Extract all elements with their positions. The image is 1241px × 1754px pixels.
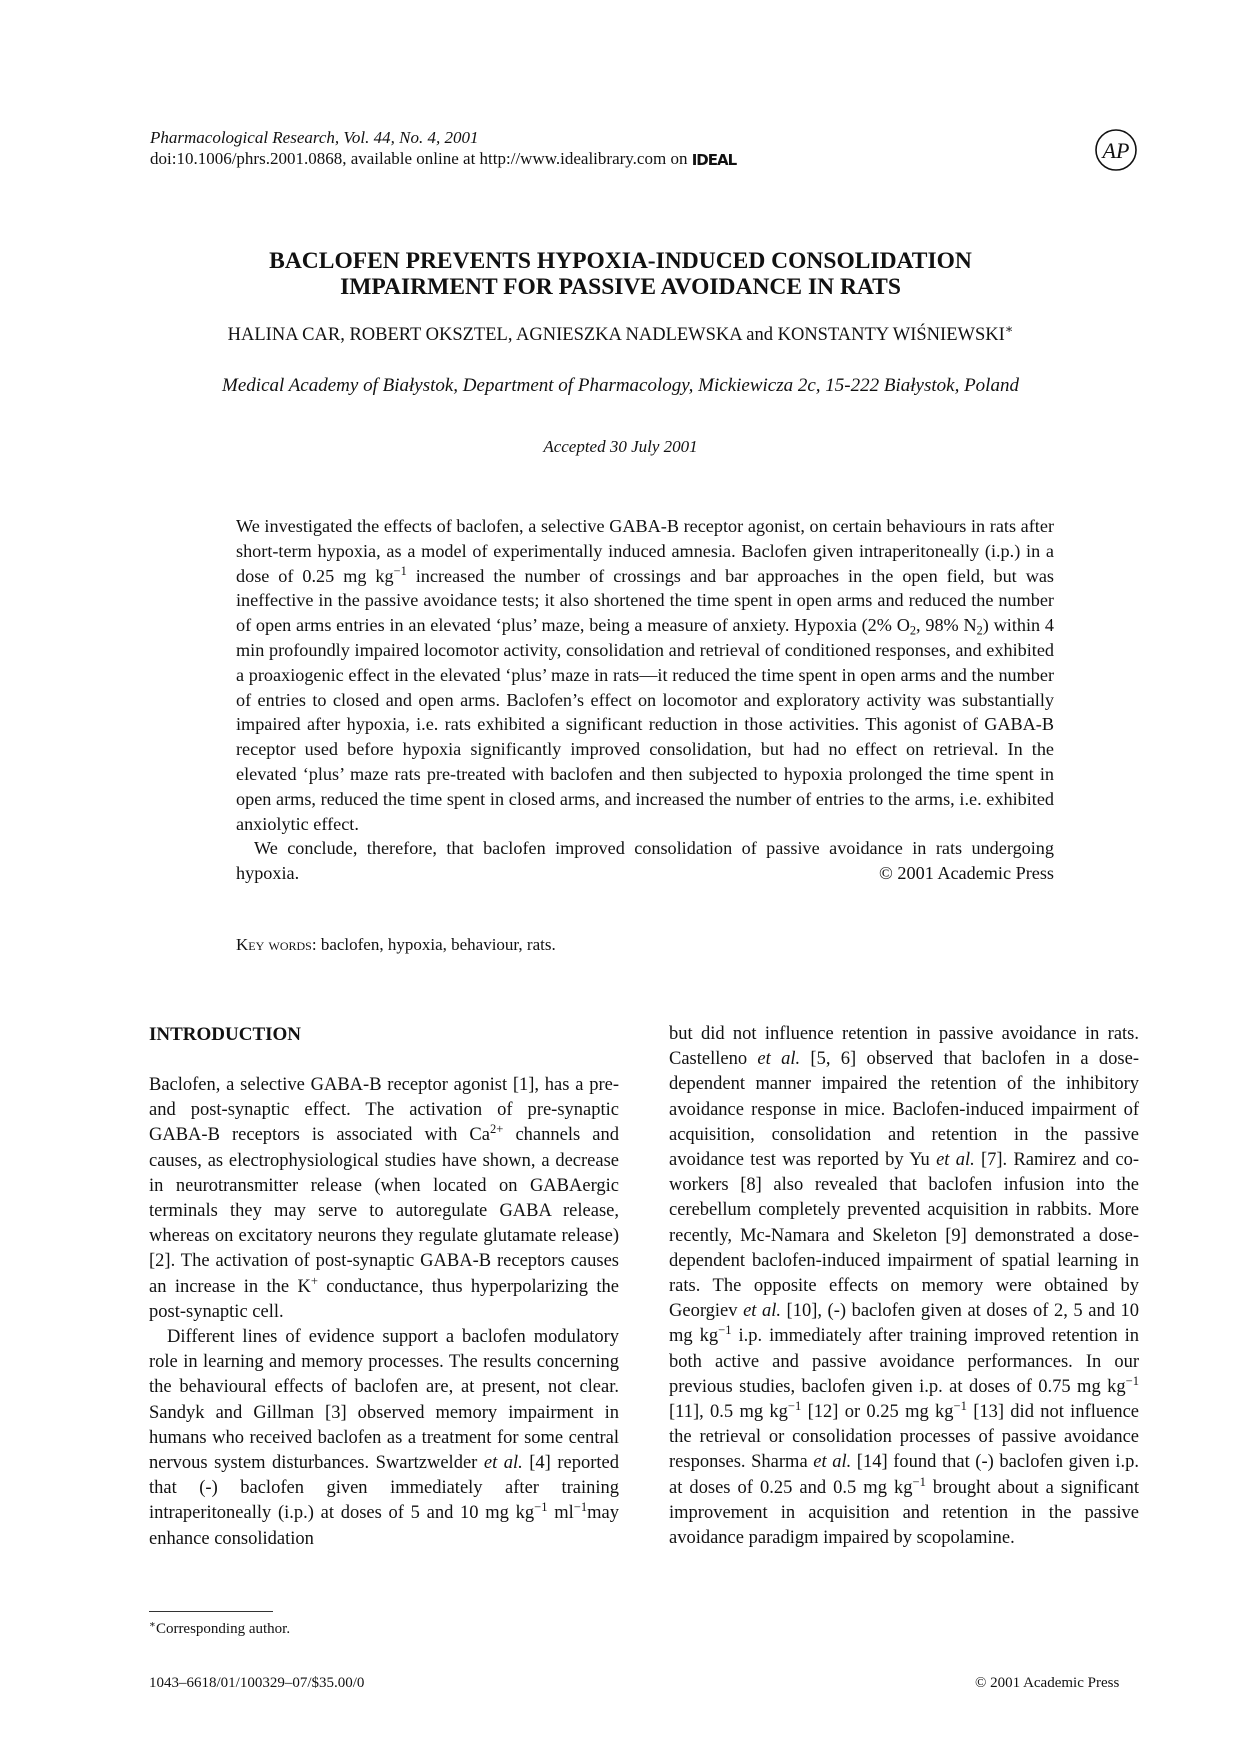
publisher-logo-text: AP [1102, 138, 1130, 163]
author-list [0, 322, 1241, 346]
journal-citation: Pharmacological Research, Vol. 44, No. 4, 2001 [150, 128, 479, 147]
right-column [669, 1022, 1139, 1551]
accepted-date: Accepted 30 July 2001 [543, 437, 698, 456]
intro-paragraph-1: Baclofen, a selective GABA-B receptor agonist [1], has a pre- and post-synaptic effect. The activation of pre-synaptic GABA-B receptors is associated with $Ca^{2+}$ channels and causes, as electrophysiological studies have shown, a decrease in neurotransmitter release (when located on GABAergic terminals they may serve to autoregulate GABA release, whereas on excitatory neurons they regulate glutamate release) [2]. The activation of post-synaptic GABA-B receptors causes an increase in the K+ conductance, thus hyperpolarizing the post-synaptic cell. [149, 1075, 619, 1322]
academic-press-logo-icon [1094, 128, 1138, 172]
footer-copyright: © 2001 Academic Press [975, 1675, 1120, 1691]
footnote-rule [149, 1611, 273, 1612]
article-title [0, 248, 1241, 300]
intro-paragraph-2-continued: but did not influence retention in passive avoidance in rats. Castelleno et al. [5, 6] observed that baclofen in a dose-dependent manner impaired the retention of the inhibitory avoidance response in mice. Baclofen-induced impairment of acquisition, consolidation and retention in the passive avoidance test was reported by Yu et al. [7]. Ramirez and co-workers [8] also revealed that baclofen infusion into the cerebellum completely prevented acquisition in rabbits. More recently, Mc-Namara and Skeleton [9] demonstrated a dose-dependent baclofen-induced impairment of spatial learning in rats. The opposite effects on memory were obtained by Georgiev et al. [10], (-) baclofen given at doses of 2, 5 and 10 mg $kg^{-1}$ i.p. immediately after training improved retention in both active and passive avoidance performances. In our previous studies, baclofen given i.p. at doses of 0.75 mg $kg^{-1}$ [11], 0.5 mg $kg^{-1}$ [12] or 0.25 mg $kg^{-1}$ [13] did not influence the retrieval or consolidation processes of passive avoidance responses. Sharma et al. [14] found that (-) baclofen given i.p. at doses of 0.25 and 0.5 mg $kg^{-1}$ brought about a significant improvement in acquisition and retention in the passive avoidance paradigm impaired by scopolamine. [669, 1024, 1140, 1549]
abstract [236, 514, 1054, 886]
left-column [149, 1073, 619, 1552]
title-line-1: BACLOFEN PREVENTS HYPOXIA-INDUCED CONSOLIDATION [269, 248, 972, 274]
footnote: ∗Corresponding author. [149, 1619, 291, 1637]
affiliation: Medical Academy of Białystok, Department of Pharmacology, Mickiewicza 2c, 15-222 Białystok, Poland [222, 375, 1019, 396]
keywords [236, 935, 556, 955]
abstract-paragraph-2: We conclude, therefore, that baclofen improved consolidation of passive avoidance in rats undergoing hypoxia. © 2001 Academic Press [236, 836, 1054, 886]
doi-text: doi:10.1006/phrs.2001.0868, available online at http://www.idealibrary.com on [150, 149, 688, 168]
corresponding-author-mark: ∗ [1004, 322, 1014, 337]
authors-text: HALINA CAR, ROBERT OKSZTEL, AGNIESZKA NADLEWSKA and KONSTANTY WIŚNIEWSKI [227, 325, 1005, 345]
section-heading-introduction: INTRODUCTION [149, 1024, 302, 1045]
ideal-logo: IDEAL [691, 150, 737, 169]
doi-line [150, 148, 736, 171]
keywords-label: Key words [236, 935, 312, 954]
title-line-2: IMPAIRMENT FOR PASSIVE AVOIDANCE IN RATS [340, 274, 901, 300]
abstract-copyright: © 2001 Academic Press [879, 863, 1054, 884]
journal-header [150, 127, 736, 171]
intro-paragraph-2: Different lines of evidence support a baclofen modulatory role in learning and memory processes. The results concerning the behavioural effects of baclofen are, at present, not clear. Sandyk and Gillman [3] observed memory impairment in humans who received baclofen as a treatment for some central nervous system disturbances. Swartzwelder et al. [4] reported that (-) baclofen given immediately after training intraperitoneally (i.p.) at doses of 5 and 10 mg $kg^{-1}$ $ml^{-1}may$ enhance consolidation [149, 1327, 619, 1549]
keywords-text: : baclofen, hypoxia, behaviour, rats. [311, 935, 556, 954]
abstract-paragraph-1: We investigated the effects of baclofen, a selective GABA-B receptor agonist, on certain behaviours in rats after short-term hypoxia, as a model of experimentally induced amnesia. Baclofen given intraperitoneally (i.p.) in a dose of 0.25 mg $kg^{-1}$ increased the number of crossings and bar approaches in the open field, but was ineffective in the passive avoidance tests; it also shortened the time spent in open arms and reduced the number of open arms entries in an elevated ‘plus’ maze, being a measure of anxiety. Hypoxia (2% $O_2$, 98% $N_2$) within 4 min profoundly impaired locomotor activity, consolidation and retrieval of conditioned responses, and exhibited a proaxiogenic effect in the elevated ‘plus’ maze in rats—it reduced the time spent in open arms and the number of entries to closed and open arms. Baclofen’s effect on locomotor and exploratory activity was substantially impaired after hypoxia, i.e. rats exhibited a significant reduction in those activities. This agonist of GABA-B receptor used before hypoxia significantly improved consolidation, but had no effect on retrieval. In the elevated ‘plus’ maze rats pre-treated with baclofen and then subjected to hypoxia prolonged the time spent in open arms, reduced the time spent in closed arms, and increased the number of entries to the arms, i.e. exhibited anxiolytic effect. [236, 516, 1054, 834]
footer-issn: 1043–6618/01/100329–07/$35.00/0 [149, 1675, 365, 1691]
